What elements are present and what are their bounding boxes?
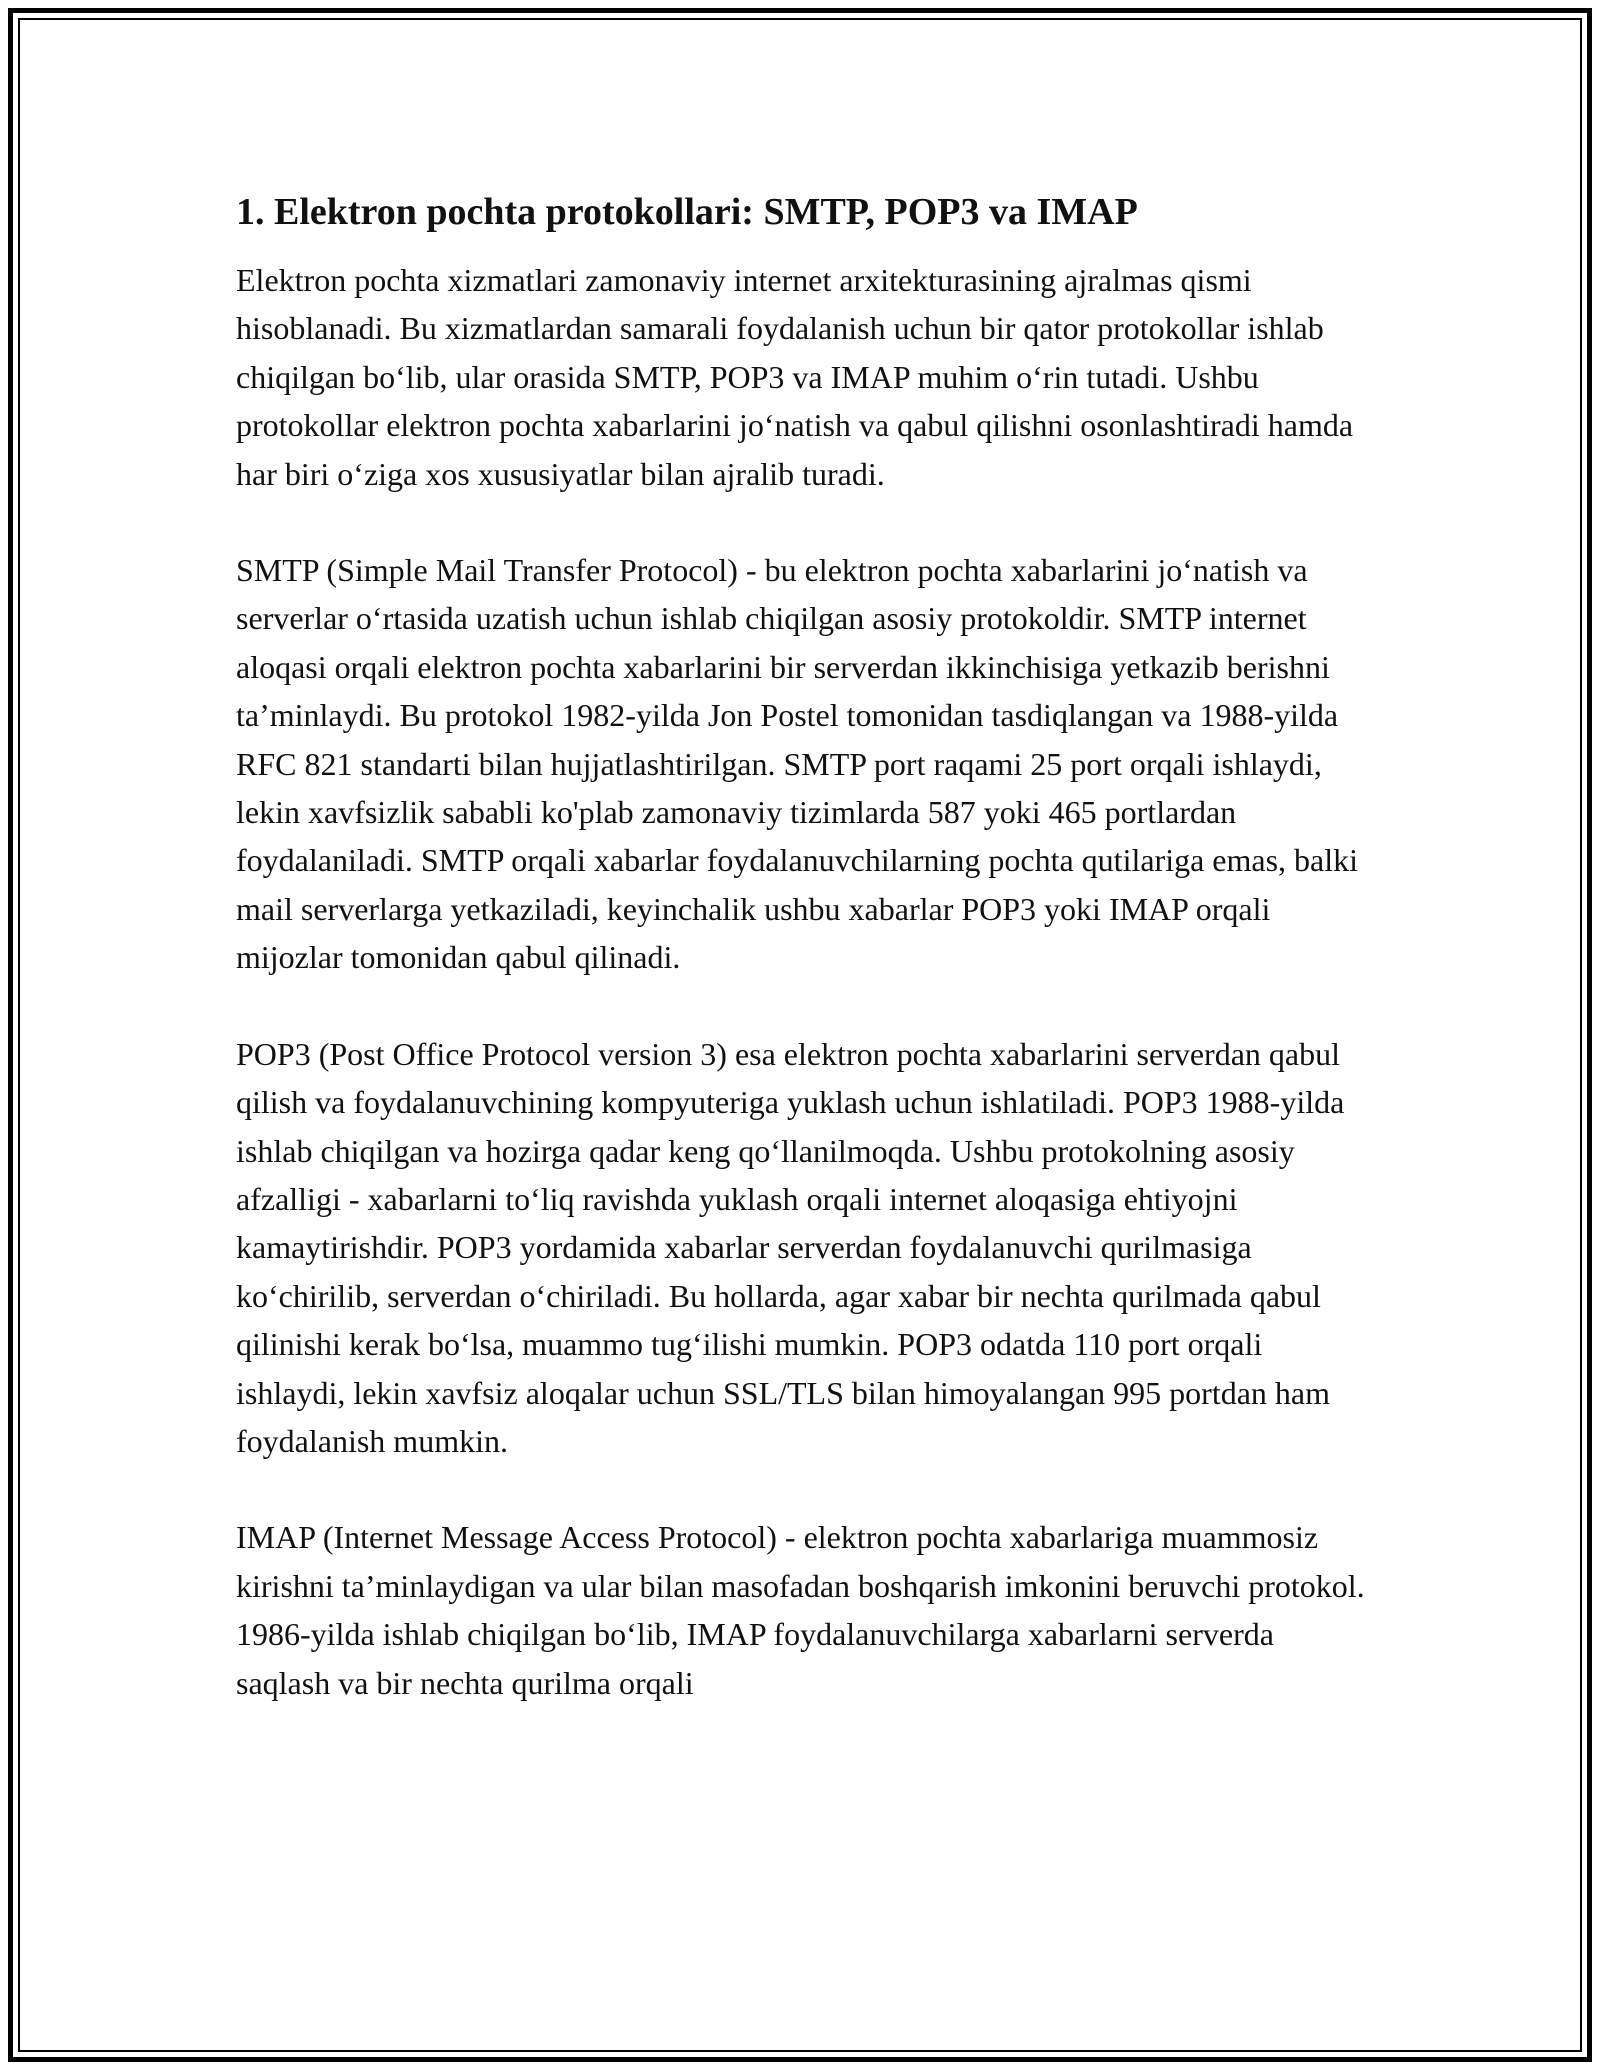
paragraph-pop3: POP3 (Post Office Protocol version 3) esa elektron pochta xabarlarini serverdan qabul qilish va foydalanuvchining kompyuteriga yuklash uchun ishlatiladi. POP3 1988-yilda ishlab chiqilgan va hozirga qadar keng qo‘llanilmoqda. Ushbu protokolning asosiy afzalligi - xabarlarni to‘liq ravishda yuklash orqali internet aloqasiga ehtiyojni kamaytirishdir. POP3 yordamida xabarlar serverdan foydalanuvchi qurilmasiga ko‘chirilib, serverdan o‘chiriladi. Bu hollarda, agar xabar bir nechta qurilmada qabul qilinishi kerak bo‘lsa, muammo tug‘ilishi mumkin. POP3 odatda 110 port orqali ishlaydi, lekin xavfsiz aloqalar uchun SSL/TLS bilan himoyalangan 995 portdan ham foydalanish mumkin. xyxy=(236,1035,1345,1459)
paragraph-smtp: SMTP (Simple Mail Transfer Protocol) - bu elektron pochta xabarlarini jo‘natish va serverlar o‘rtasida uzatish uchun ishlab chiqilgan asosiy protokoldir. SMTP internet aloqasi orqali elektron pochta xabarlarini bir serverdan ikkinchisiga yetkazib berishni ta’minlaydi. Bu protokol 1982-yilda Jon Postel tomonidan tasdiqlangan va 1988-yilda RFC 821 standarti bilan hujjatlashtirilgan. SMTP port raqami 25 port orqali ishlaydi, lekin xavfsizlik sababli ko'plab zamonaviy tizimlarda 587 yoki 465 portlardan foydalaniladi. SMTP orqali xabarlar foydalanuvchilarning pochta qutilariga emas, balki mail serverlarga yetkaziladi, keyinchalik ushbu xabarlar POP3 yoki IMAP orqali mijozlar tomonidan qabul qilinadi. xyxy=(236,552,1359,976)
paragraph-imap: IMAP (Internet Message Access Protocol) - elektron pochta xabarlariga muammosiz kirishni ta’minlaydigan va ular bilan masofadan boshqarish imkonini beruvchi protokol. 1986-yilda ishlab chiqilgan bo‘lib, IMAP foydalanuvchilarga xabarlarni serverda saqlash va bir nechta qurilma orqali xyxy=(236,1519,1365,1701)
section-heading: 1. Elektron pochta protokollari: SMTP, POP3 va IMAP xyxy=(236,191,1138,233)
paragraph-intro: Elektron pochta xizmatlari zamonaviy internet arxitekturasining ajralmas qismi hisoblanadi. Bu xizmatlardan samarali foydalanish uchun bir qator protokollar ishlab chiqilgan bo‘lib, ular orasida SMTP, POP3 va IMAP muhim o‘rin tutadi. Ushbu protokollar elektron pochta xabarlarini jo‘natish va qabul qilishni osonlashtiradi hamda har biri o‘ziga xos xususiyatlar bilan ajralib turadi. xyxy=(236,262,1354,492)
document-body xyxy=(236,186,1366,1755)
